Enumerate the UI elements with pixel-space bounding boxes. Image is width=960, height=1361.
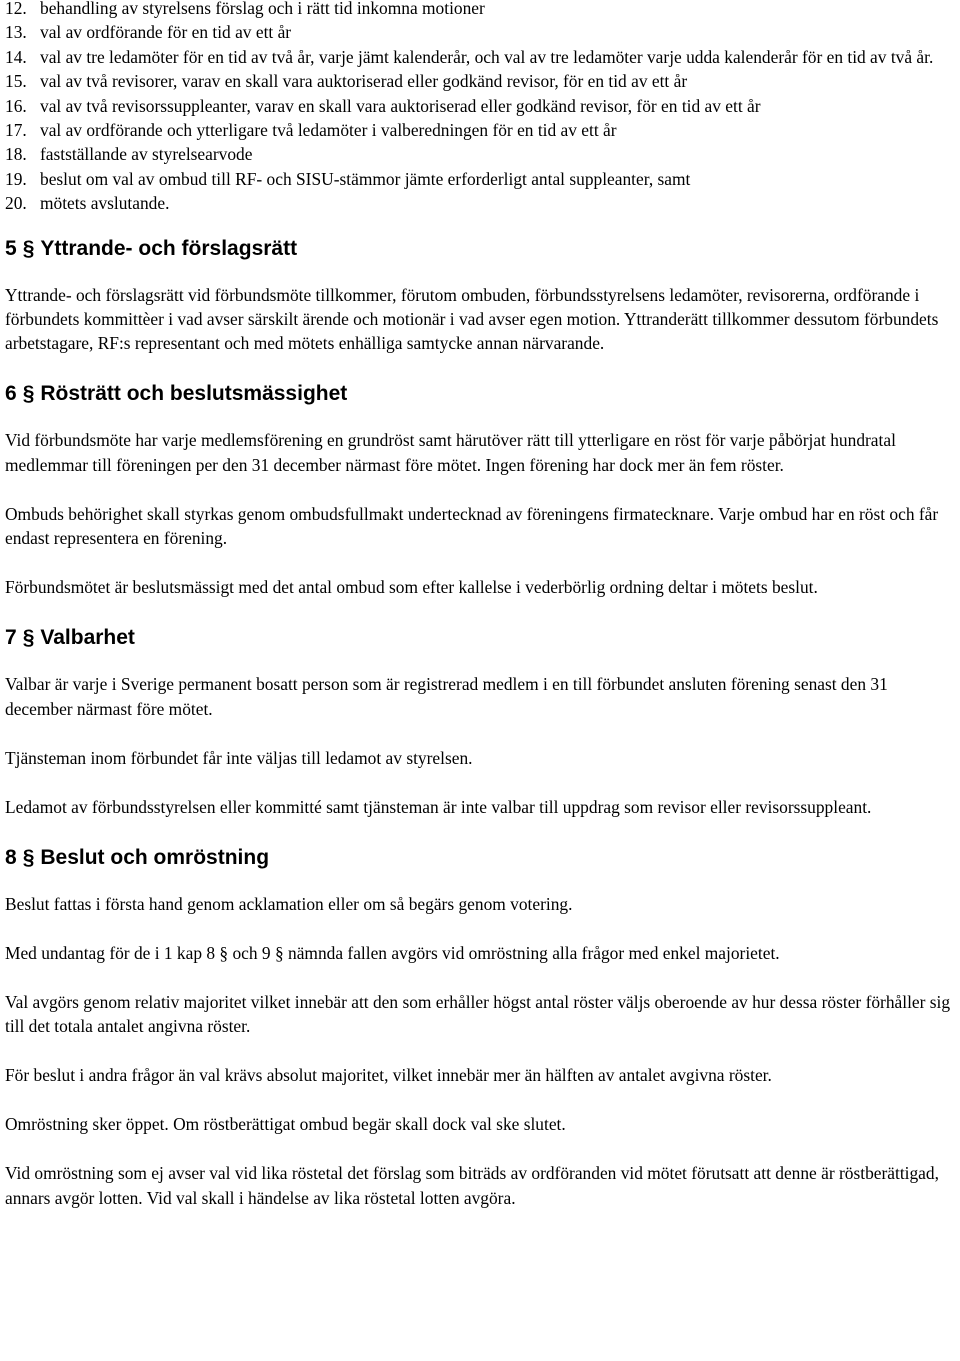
paragraph-symbol: § xyxy=(22,845,35,869)
item-text: val av två revisorssuppleanter, varav en skall vara auktoriserad eller godkänd revisor, för en tid av ett år xyxy=(40,95,761,116)
list-item xyxy=(5,0,956,20)
item-text: behandling av styrelsens förslag och i rätt tid inkomna motioner xyxy=(40,0,485,18)
list-item xyxy=(5,118,956,142)
section-heading xyxy=(5,624,956,652)
item-text: val av tre ledamöter för en tid av två år, varje jämt kalenderår, och val av tre ledamöter varje udda kalenderår för en tid av två år. xyxy=(40,46,934,67)
item-text: val av ordförande för en tid av ett år xyxy=(40,22,292,43)
item-number: 19. xyxy=(5,168,27,189)
section-number: 5 xyxy=(5,236,17,260)
section-title: Beslut och omröstning xyxy=(40,845,270,869)
item-number: 14. xyxy=(5,46,27,67)
section-number: 8 xyxy=(5,845,17,869)
section-beslut xyxy=(5,844,956,1210)
section-paragraph: Yttrande- och förslagsrätt vid förbundsmöte tillkommer, förutom ombuden, förbundsstyrelsens ledamöter, revisorerna, ordförande i förbundets kommittèer i vad avser särskilt ärende och motionär i vad avser egen motion. Yttranderätt tillkommer dessutom förbundets arbetstagare, RF:s representant och med mötets enhälliga samtycke annan närvarande. xyxy=(5,284,939,354)
item-number: 15. xyxy=(5,71,27,92)
list-item xyxy=(5,94,956,118)
paragraph-symbol: § xyxy=(22,626,35,650)
section-number: 6 xyxy=(5,382,17,406)
item-number: 16. xyxy=(5,95,27,116)
item-text: val av två revisorer, varav en skall vara auktoriserad eller godkänd revisor, för en tid av ett år xyxy=(40,71,688,92)
section-paragraph: Beslut fattas i första hand genom acklamation eller om så begärs genom votering. xyxy=(5,893,573,914)
item-number: 18. xyxy=(5,144,27,165)
list-item xyxy=(5,142,956,166)
section-paragraph: Vid omröstning som ej avser val vid lika röstetal det förslag som biträds av ordföranden vid mötet förutsatt att denne är röstberättigad, annars avgör lotten. Vid val skall i händelse av lika röstetal lotten avgöra. xyxy=(5,1163,939,1208)
paragraph-symbol: § xyxy=(22,382,35,406)
section-heading xyxy=(5,235,956,263)
item-number: 13. xyxy=(5,22,27,43)
section-title: Valbarhet xyxy=(40,626,135,650)
section-title: Rösträtt och beslutsmässighet xyxy=(40,382,348,406)
list-item xyxy=(5,167,956,191)
list-item xyxy=(5,69,956,93)
section-paragraph: Tjänsteman inom förbundet får inte väljas till ledamot av styrelsen. xyxy=(5,747,473,768)
section-heading xyxy=(5,380,956,408)
section-paragraph: Vid förbundsmöte har varje medlemsförening en grundröst samt härutöver rätt till ytterligare en röst för varje påbörjat hundratal medlemmar till föreningen per den 31 december närmast före mötet. Ingen förening har dock mer än fem röster. xyxy=(5,430,896,475)
item-number: 17. xyxy=(5,120,27,141)
agenda-list xyxy=(5,0,956,216)
item-text: fastställande av styrelsearvode xyxy=(40,144,253,165)
section-paragraph: Val avgörs genom relativ majoritet vilket innebär att den som erhåller högst antal röster väljs oberoende av hur dessa röster förhåller sig till det totala antalet angivna röster. xyxy=(5,991,951,1037)
section-title: Yttrande- och förslagsrätt xyxy=(40,236,298,260)
section-paragraph: Valbar är varje i Sverige permanent bosatt person som är registrerad medlem i en till förbundet ansluten förening senast den 31 december närmast före mötet. xyxy=(5,674,888,719)
paragraph-symbol: § xyxy=(22,236,35,260)
item-text: val av ordförande och ytterligare två ledamöter i valberedningen för en tid av ett år xyxy=(40,120,617,141)
section-paragraph: Förbundsmötet är beslutsmässigt med det antal ombud som efter kallelse i vederbörlig ordning deltar i mötets beslut. xyxy=(5,577,818,598)
section-paragraph: Med undantag för de i 1 kap 8 § och 9 § nämnda fallen avgörs vid omröstning alla frågor med enkel majorietet. xyxy=(5,942,780,963)
item-text: beslut om val av ombud till RF- och SISU-stämmor jämte erforderligt antal suppleanter, samt xyxy=(40,168,691,189)
section-yttrande xyxy=(5,235,956,356)
section-valbarhet xyxy=(5,624,956,819)
item-text: mötets avslutande. xyxy=(40,193,170,214)
section-number: 7 xyxy=(5,626,17,650)
list-item xyxy=(5,20,956,44)
section-paragraph: För beslut i andra frågor än val krävs absolut majoritet, vilket innebär mer än hälften av antalet avgivna röster. xyxy=(5,1065,772,1086)
item-number: 12. xyxy=(5,0,27,18)
section-rostratt xyxy=(5,380,956,599)
item-number: 20. xyxy=(5,193,27,214)
list-item xyxy=(5,45,956,69)
section-paragraph: Ombuds behörighet skall styrkas genom ombudsfullmakt undertecknad av föreningens firmatecknare. Varje ombud har en röst och får endast representera en förening. xyxy=(5,503,939,549)
section-heading xyxy=(5,844,956,872)
list-item xyxy=(5,191,956,215)
section-paragraph: Ledamot av förbundsstyrelsen eller kommitté samt tjänsteman är inte valbar till uppdrag som revisor eller revisorssuppleant. xyxy=(5,796,872,817)
section-paragraph: Omröstning sker öppet. Om röstberättigat ombud begär skall dock val ske slutet. xyxy=(5,1114,566,1135)
